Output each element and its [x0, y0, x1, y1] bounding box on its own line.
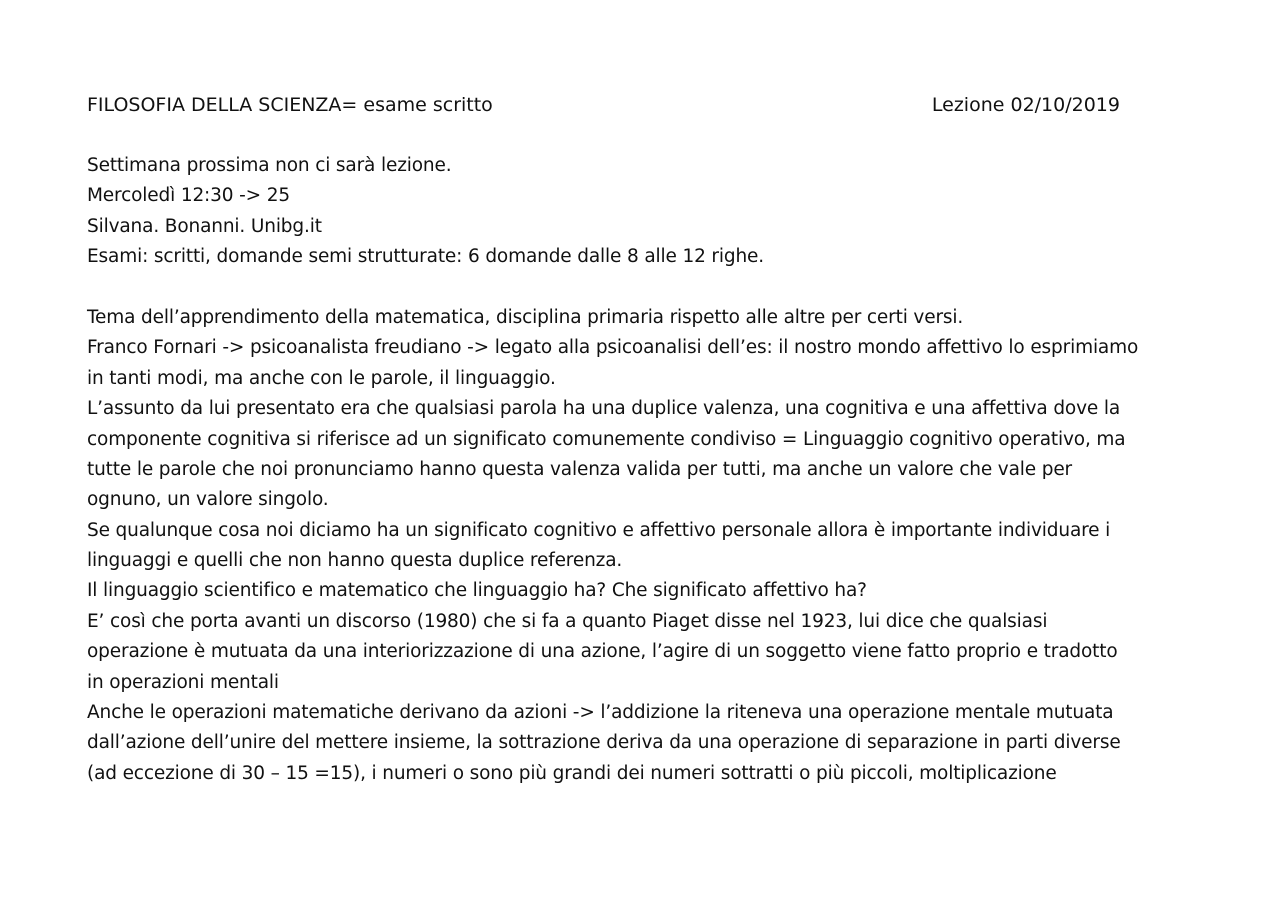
- lesson-date: Lezione 02/10/2019: [931, 94, 1120, 116]
- body-line: in operazioni mentali: [87, 671, 279, 693]
- body-line: componente cognitiva si riferisce ad un significato comunemente condiviso = Linguaggio cognitivo operativo, ma: [87, 428, 1126, 450]
- body-line: tutte le parole che noi pronunciamo hanno questa valenza valida per tutti, ma anche un valore che vale per: [87, 458, 1073, 480]
- body-line: Tema dell’apprendimento della matematica, disciplina primaria rispetto alle altre per certi versi.: [87, 306, 964, 328]
- info-line-email: Silvana. Bonanni. Unibg.it: [87, 215, 322, 237]
- body-line: dall’azione dell’unire del mettere insieme, la sottrazione deriva da una operazione di separazione in parti diverse: [87, 732, 1121, 754]
- body-line: (ad eccezione di 30 – 15 =15), i numeri o sono più grandi dei numeri sottratti o più piccoli, moltiplicazione: [87, 762, 1057, 784]
- body-line: Il linguaggio scientifico e matematico che linguaggio ha? Che significato affettivo ha?: [87, 580, 867, 602]
- body-line: E’ così che porta avanti un discorso (1980) che si fa a quanto Piaget disse nel 1923, lui dice che qualsiasi: [87, 610, 1048, 632]
- info-line-exams: Esami: scritti, domande semi strutturate: 6 domande dalle 8 alle 12 righe.: [87, 246, 765, 268]
- document-body: [87, 151, 1192, 789]
- body-line: ognuno, un valore singolo.: [87, 489, 329, 511]
- info-line-next-week: Settimana prossima non ci sarà lezione.: [87, 155, 452, 176]
- info-line-office-hours: Mercoledì 12:30 -> 25: [87, 185, 290, 207]
- body-line: Anche le operazioni matematiche derivano da azioni -> l’addizione la riteneva una operazione mentale mutuata: [87, 702, 1114, 724]
- document-title: FILOSOFIA DELLA SCIENZA= esame scritto: [87, 94, 493, 116]
- paragraph-spacer: [87, 273, 1192, 303]
- body-line: Franco Fornari -> psicoanalista freudiano -> legato alla psicoanalisi dell’es: il nostro mondo affettivo lo esprimiamo: [87, 337, 1139, 359]
- body-line: Se qualunque cosa noi diciamo ha un significato cognitivo e affettivo personale allora è importante individuare i: [87, 519, 1111, 541]
- body-line: in tanti modi, ma anche con le parole, il linguaggio.: [87, 367, 556, 389]
- document-header: [87, 91, 1120, 119]
- body-line: operazione è mutuata da una interiorizzazione di una azione, l’agire di un soggetto viene fatto proprio e tradotto: [87, 641, 1118, 663]
- body-line: linguaggi e quelli che non hanno questa duplice referenza.: [87, 550, 623, 572]
- body-line: L’assunto da lui presentato era che qualsiasi parola ha una duplice valenza, una cognitiva e una affettiva dove la: [87, 398, 1121, 420]
